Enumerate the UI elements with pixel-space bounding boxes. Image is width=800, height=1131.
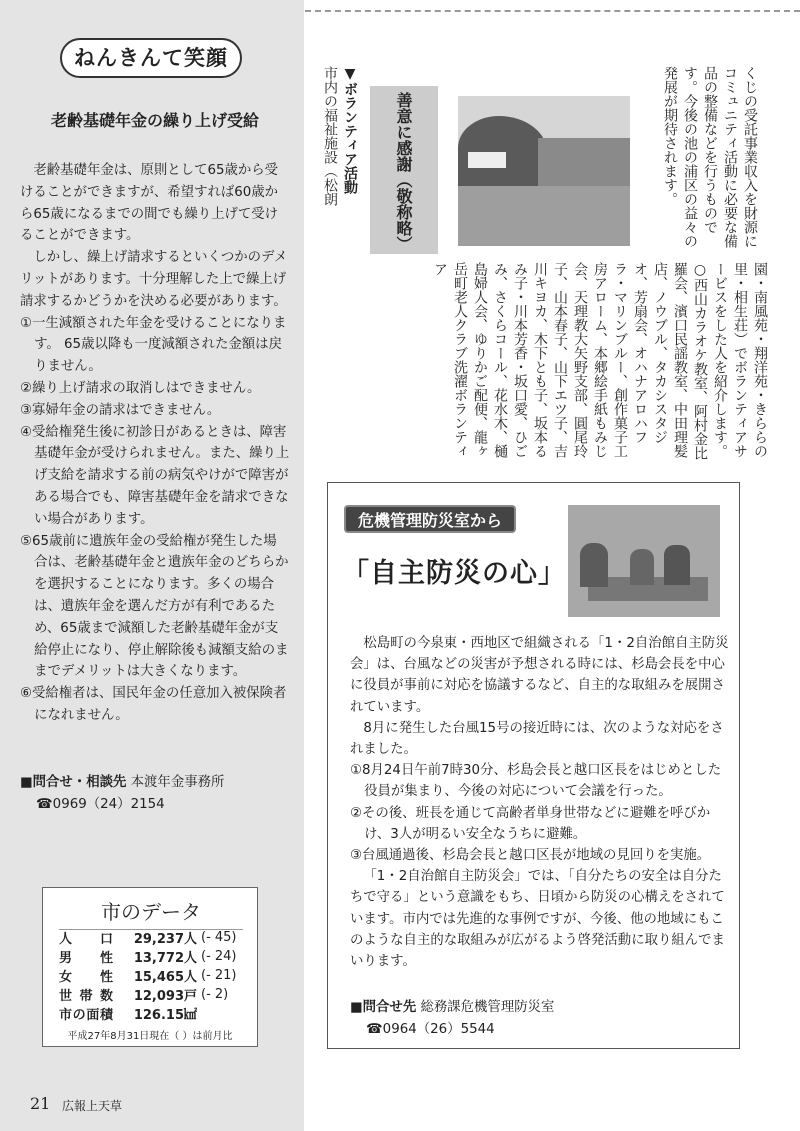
row-diff: (- 45)	[201, 930, 237, 945]
list-item: ③台風通過後、杉島会長と越口区長が地域の見回りを実施。	[350, 848, 711, 864]
list-item: ②その後、班長を通じて高齢者単身世帯などに避難を呼びかけ、3人が明るい安全なうちに避難。	[350, 805, 711, 842]
row-value: 15,465人	[133, 970, 197, 985]
disaster-section-label: 危機管理防災室から	[344, 505, 516, 533]
city-data-table	[59, 928, 249, 1023]
article-continuation-text: くじの受託事業収入を財源にコミュニティ活動に必要な備品の整備などを行うものです。今後の池の浦区の益々の発展が期待されます。	[662, 66, 758, 248]
contact-label: ■問合せ・相談先	[20, 775, 127, 790]
row-label: 世帯数	[59, 989, 113, 1004]
left-column	[0, 0, 304, 1131]
section-title: ねんきんて笑顔	[60, 38, 242, 78]
row-diff	[201, 1004, 249, 1023]
table-row	[59, 985, 249, 1004]
meeting-photo	[568, 505, 720, 617]
list-item: ①8月24日午前7時30分、杉島会長と越口区長をはじめとした役員が集まり、今後の対応について会議を行った。	[350, 763, 722, 800]
row-diff: (- 24)	[201, 949, 237, 964]
article-title: 老齢基礎年金の繰り上げ受給	[50, 111, 259, 130]
contact-tel: ☎0964（26）5544	[366, 1022, 495, 1037]
row-value: 13,772人	[133, 951, 197, 966]
page-number: 21	[30, 1094, 51, 1113]
paragraph: 8月に発生した台風15号の接近時には、次のような対応をされました。	[350, 720, 724, 758]
pension-contact	[20, 772, 290, 816]
volunteer-list-text: 園・南風苑・翔洋苑・きららの里・相生荘）でボランティアサービスをした人を紹介します。 ○西山カラオケ教室、阿村金比羅会、濱口民謡教室、中田理髪店、ノウブル、タカシスタジオ、芳扇会、オハナアロハフラ・マリンブルー、創作菓子工房アローム、本郷絵手紙もみじ会、天理教大矢野支部、圓尾玲子、山本春子、山下エツ子、吉川キヨカ、木下とも子、坂本るみ子・川本芳香・坂口愛、ひごみ、さくらコール、花水木、樋島婦人会、ゆりかご配便、龍ヶ岳町老人クラブ洗濯ボランティア	[432, 262, 768, 460]
pension-article-body	[20, 160, 290, 727]
city-data-box	[42, 887, 258, 1047]
photo-person	[630, 549, 654, 585]
list-item: ④受給権発生後に初診日があるときは、障害基礎年金が受けられません。また、繰り上げ支給を請求する前の病気やけがで障害がある場合でも、障害基礎年金を請求できない場合があります。	[20, 424, 290, 527]
volunteer-lead: 市内の福祉施設（松朗	[322, 66, 338, 206]
response-list	[350, 760, 730, 866]
disaster-prevention-box	[327, 482, 740, 1049]
volunteer-heading: ▼ボランティア活動	[342, 66, 358, 194]
row-label: 男性	[59, 951, 113, 966]
photo-person	[664, 545, 690, 585]
table-row	[59, 1004, 249, 1023]
disaster-headline: 「自主防災の心」	[342, 558, 566, 589]
contact-label: ■問合せ先	[350, 1000, 417, 1015]
table-row	[59, 928, 249, 947]
photo-building	[538, 138, 630, 186]
demerit-list	[20, 313, 290, 727]
volunteer-heading-col	[320, 66, 360, 256]
paragraph: 「1・2自治館自主防災会」では、「自分たちの安全は自分たちで守る」という意識をもち、日頃から防災の心構えをされています。市内では先進的な事例ですが、今後、他の地域にもこのような自主的な取組みが広がるよう啓発活動に取り組んでまいります。	[350, 869, 725, 970]
list-item: ⑥受給権者は、国民年金の任意加入被保険者になれません。	[20, 686, 287, 723]
row-diff: (- 21)	[201, 968, 237, 983]
row-label: 人口	[59, 932, 113, 947]
list-item: ①一生減額された年金を受けることになります。 65歳以降も一度減額された金額は戻りません。	[20, 315, 287, 375]
top-divider	[305, 10, 800, 12]
photo-ground	[458, 186, 630, 246]
paragraph: 松島町の今泉東・西地区で組織される「1・2自治館自主防災会」は、台風などの災害が予想される時には、杉島会長を中心に役員が事前に対応を協議するなど、自主的な取組みを展開されています。	[350, 636, 729, 715]
photo-person	[580, 543, 608, 587]
data-box-title: 市のデータ	[59, 896, 243, 930]
paragraph: しかし、繰上げ請求するといくつかのデメリットがあります。十分理解した上で繰上げ請求するかどうかを決める必要があります。	[20, 250, 288, 309]
disaster-article-body	[350, 633, 730, 972]
row-value: 126.15㎢	[133, 1008, 197, 1023]
row-label: 市の面積	[59, 1008, 113, 1023]
paragraph: 老齢基礎年金は、原則として65歳から受けることができますが、希望すれば60歳から65歳になるまでの間でも繰り上げて受けることができます。	[20, 163, 279, 244]
magazine-name: 広報上天草	[62, 1099, 123, 1113]
disaster-contact	[350, 997, 730, 1041]
row-label: 女性	[59, 970, 113, 985]
festival-photo	[458, 96, 630, 246]
list-item: ②繰り上げ請求の取消しはできません。	[20, 380, 261, 396]
thanks-heading: 善意に感謝（敬称略）	[394, 92, 413, 252]
row-diff: (- 2)	[201, 987, 229, 1002]
row-value: 12,093戸	[133, 989, 197, 1004]
contact-tel: ☎0969（24）2154	[36, 797, 165, 812]
list-item: ③寡婦年金の請求はできません。	[20, 402, 221, 418]
table-row	[59, 947, 249, 966]
table-row	[59, 966, 249, 985]
row-value: 29,237人	[133, 932, 197, 947]
list-item: ⑤65歳前に遺族年金の受給権が発生した場合は、老齢基礎年金と遺族年金のどちらかを選択することになります。多くの場合は、遺族年金を選んだ方が有利であるため、65歳まで減額した老齢基礎年金が支給停止になり、停止解除後も減額支給のままでデメリットは大きくなります。	[20, 533, 289, 680]
data-footnote: 平成27年8月31日現在（ ）は前月比	[67, 1031, 233, 1042]
contact-org: 総務課危機管理防災室	[420, 1000, 555, 1015]
contact-org: 本渡年金事務所	[130, 775, 225, 790]
photo-tent	[468, 152, 506, 168]
